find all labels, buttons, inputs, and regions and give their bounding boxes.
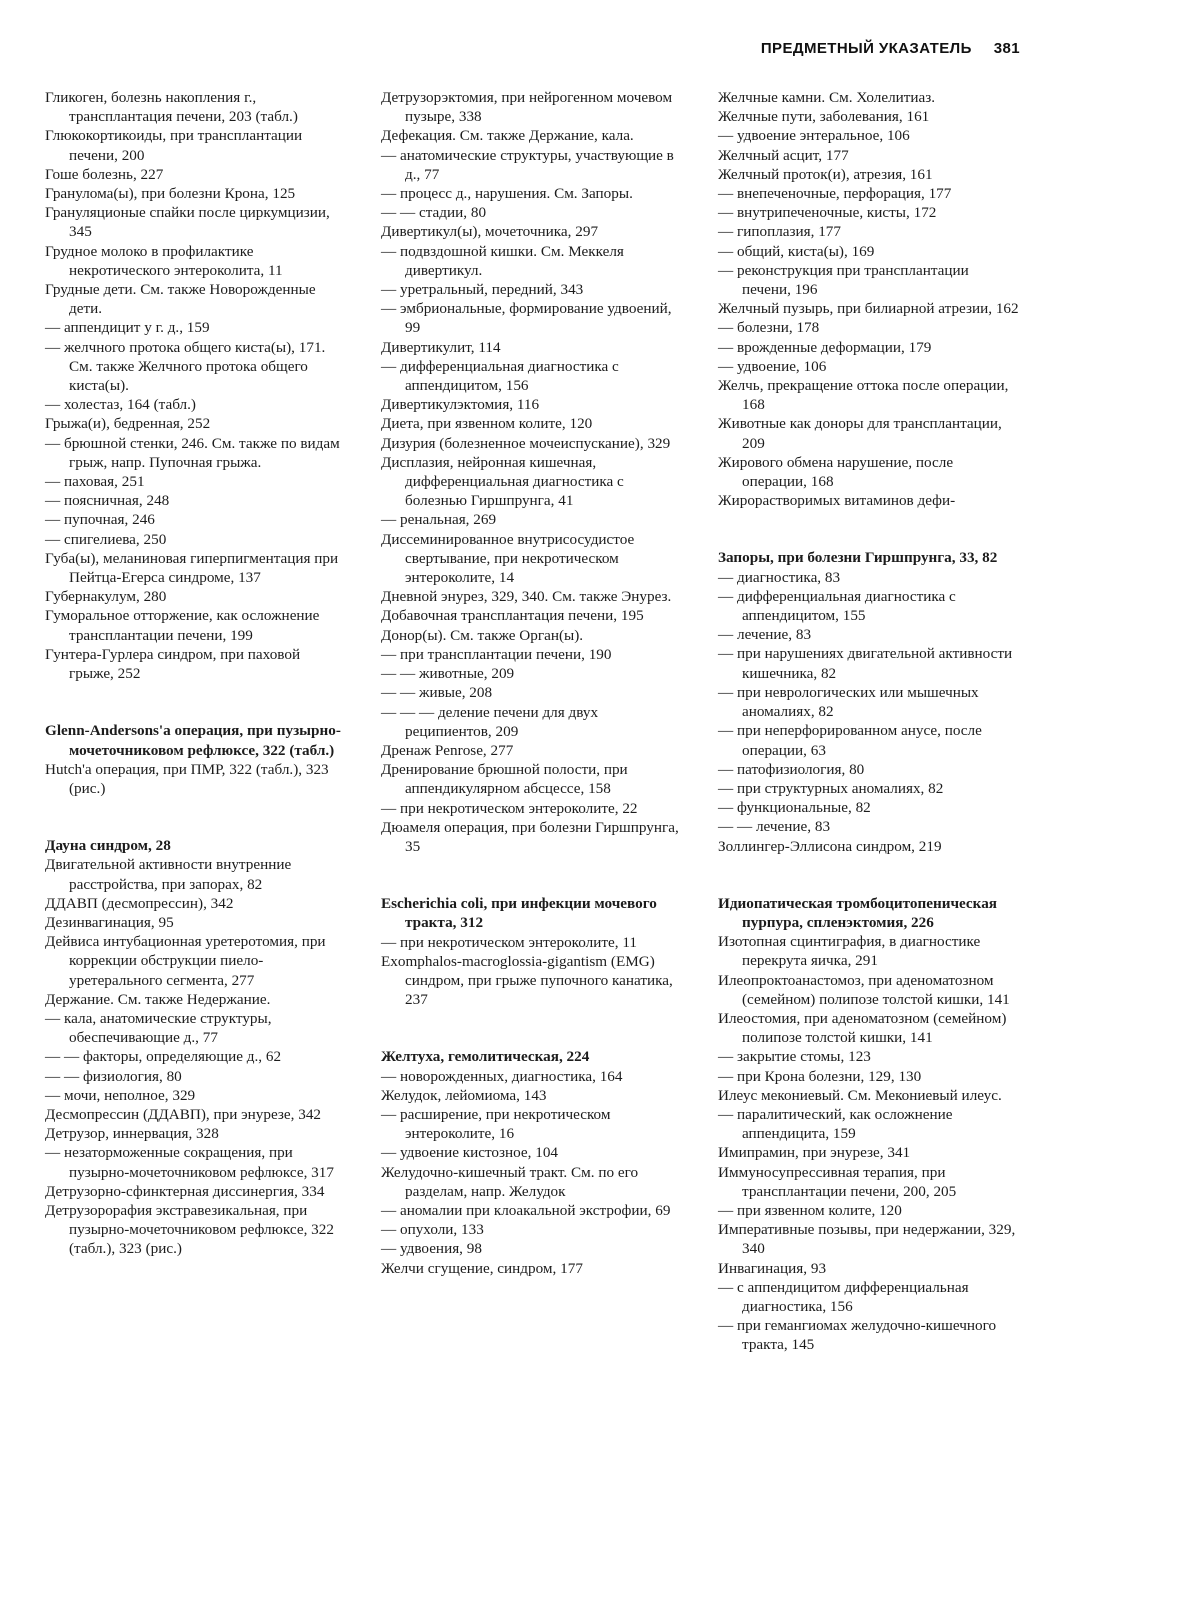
index-entry: Гуморальное отторжение, как осложнение трансплантации печени, 199 <box>45 607 320 644</box>
index-subentry: — — факторы, определяющие д., 62 <box>45 1048 282 1066</box>
index-entry: Илеопроктоанастомоз, при аденоматозном (семейном) полипозе толстой кишки, 141 <box>718 971 1010 1008</box>
index-entry: Желчный проток(и), атрезия, 161 <box>718 165 933 183</box>
index-subentry: — при трансплантации печени, 190 <box>381 645 612 663</box>
index-subentry: — расширение, при некротическом энтероколите, 16 <box>381 1105 611 1143</box>
index-entry: Детрузорэктомия, при нейрогенном мочевом пузыре, 338 <box>381 89 673 126</box>
page-number: 381 <box>993 40 1020 57</box>
index-entry: Донор(ы). См. также Орган(ы). <box>381 626 584 644</box>
index-subentry: — при некротическом энтероколите, 22 <box>381 799 638 817</box>
index-subentry: — — живые, 208 <box>381 684 493 702</box>
index-column-3 <box>718 88 1020 1355</box>
index-entry: Дисплазия, нейронная кишечная, дифференциальная диагностика с болезнью Гиршпрунга, 41 <box>381 453 624 510</box>
index-entry: Дизурия (болезненное мочеиспускание), 329 <box>381 434 671 452</box>
index-entry: Изотопная сцинтиграфия, в диагностике перекрута яичка, 291 <box>718 933 981 970</box>
index-subentry: — незаторможенные сокращения, при пузырно-мочеточниковом рефлюксе, 317 <box>45 1144 334 1181</box>
index-entry: Желудок, лейомиома, 143 <box>381 1086 547 1104</box>
index-subentry: — эмбриональные, формирование удвоений, 99 <box>381 300 672 337</box>
index-entry: Десмопрессин (ДДАВП), при энурезе, 342 <box>45 1105 322 1123</box>
index-subentry: — лечение, 83 <box>718 626 812 644</box>
index-subentry: — с аппендицитом дифференциальная диагностика, 156 <box>718 1278 969 1315</box>
index-entry: Дезинвагинация, 95 <box>45 913 174 931</box>
index-subentry: — удвоение кистозное, 104 <box>381 1144 559 1162</box>
index-entry: Дивертикулит, 114 <box>381 338 501 356</box>
index-entry: Жирорастворимых витаминов дефи- <box>718 492 956 510</box>
index-entry: Гликоген, болезнь накопления г., трансплантация печени, 203 (табл.) <box>45 89 298 126</box>
index-entry: Exomphalos-macroglossia-gigantism (EMG) синдром, при грыже пупочного канатика, 237 <box>381 952 673 1009</box>
index-entry: Двигательной активности внутренние расстройства, при запорах, 82 <box>45 856 292 893</box>
index-subentry: — дифференциальная диагностика с аппендицитом, 156 <box>381 357 619 395</box>
index-entry: Желчные пути, заболевания, 161 <box>718 108 930 126</box>
index-entry: Идиопатическая тромбоцитопеническая пурпура, спленэктомия, 226 <box>718 894 998 931</box>
index-subentry: — внутрипеченочные, кисты, 172 <box>718 204 937 222</box>
index-entry: Грудные дети. См. также Новорожденные дети. <box>45 281 316 318</box>
index-subentry: — процесс д., нарушения. См. Запоры. <box>381 185 633 203</box>
index-entry: Илеостомия, при аденоматозном (семейном) полипозе толстой кишки, 141 <box>718 1009 1007 1047</box>
index-subentry: — диагностика, 83 <box>718 568 841 586</box>
index-entry: Глюкокортикоиды, при трансплантации печени, 200 <box>45 127 303 164</box>
index-entry: Желчь, прекращение оттока после операции, 168 <box>718 377 1009 414</box>
index-entry: Желтуха, гемолитическая, 224 <box>381 1048 590 1066</box>
index-subentry: — мочи, неполное, 329 <box>45 1086 196 1104</box>
index-entry: Желудочно-кишечный тракт. См. по его разделам, напр. Желудок <box>381 1163 639 1200</box>
index-entry: Hutch'a операция, при ПМР, 322 (табл.), 323 (рис.) <box>45 760 329 797</box>
index-subentry: — — лечение, 83 <box>718 818 831 836</box>
index-entry: Дренирование брюшной полости, при аппендикулярном абсцессе, 158 <box>381 761 628 798</box>
index-subentry: — внепеченочные, перфорация, 177 <box>718 185 952 203</box>
index-subentry: — реконструкция при трансплантации печени, 196 <box>718 261 969 299</box>
index-subentry: — при некротическом энтероколите, 11 <box>381 933 637 951</box>
index-subentry: — удвоение энтеральное, 106 <box>718 127 910 145</box>
index-subentry: — ренальная, 269 <box>381 511 497 529</box>
index-subentry: — подвздошной кишки. См. Меккеля дивертикул. <box>381 242 624 279</box>
index-subentry: — при гемангиомах желудочно-кишечного тракта, 145 <box>718 1317 997 1354</box>
index-subentry: — желчного протока общего киста(ы), 171. См. также Желчного протока общего киста(ы). <box>45 338 326 395</box>
index-subentry: — поясничная, 248 <box>45 492 170 510</box>
index-subentry: — дифференциальная диагностика с аппендицитом, 155 <box>718 587 956 625</box>
index-subentry: — гипоплазия, 177 <box>718 223 841 241</box>
index-entry: Иммуносупрессивная терапия, при трансплантации печени, 200, 205 <box>718 1163 957 1200</box>
index-subentry: — при Крона болезни, 129, 130 <box>718 1067 922 1085</box>
index-subentry: — при неврологических или мышечных аномалиях, 82 <box>718 683 979 721</box>
index-subentry: — — животные, 209 <box>381 665 515 683</box>
index-entry: Дюамеля операция, при болезни Гиршпрунга, 35 <box>381 818 679 855</box>
index-entry: Гранулома(ы), при болезни Крона, 125 <box>45 185 296 203</box>
index-entry: Дауна синдром, 28 <box>45 837 171 855</box>
index-entry: Инвагинация, 93 <box>718 1259 827 1277</box>
index-subentry: — брюшной стенки, 246. См. также по видам грыж, напр. Пупочная грыжа. <box>45 434 340 471</box>
index-entry: Диета, при язвенном колите, 120 <box>381 415 593 433</box>
index-entry: Золлингер-Эллисона синдром, 219 <box>718 837 942 855</box>
index-subentry: — кала, анатомические структуры, обеспечивающие д., 77 <box>45 1009 272 1047</box>
index-subentry: — функциональные, 82 <box>718 799 871 817</box>
index-entry: Желчный пузырь, при билиарной атрезии, 162 <box>718 300 1019 318</box>
index-entry: Грудное молоко в профилактике некротического энтероколита, 11 <box>45 242 283 279</box>
index-subentry: — закрытие стомы, 123 <box>718 1048 871 1066</box>
index-subentry: — пупочная, 246 <box>45 511 155 529</box>
index-entry: Glenn-Andersons'a операция, при пузырно-мочеточниковом рефлюксе, 322 (табл.) <box>45 722 341 759</box>
index-entry: Escherichia coli, при инфекции мочевого тракта, 312 <box>381 895 657 932</box>
index-subentry: — — — деление печени для двух реципиентов, 209 <box>381 703 599 740</box>
index-entry: Дейвиса интубационная уретеротомия, при коррекции обструкции пиело-уретерального сегмента, 277 <box>45 933 326 989</box>
index-subentry: — патофизиология, 80 <box>718 760 865 778</box>
index-entry: Диссеминированное внутрисосудистое свертывание, при некротическом энтероколите, 14 <box>381 530 635 587</box>
index-subentry: — при нарушениях двигательной активности кишечника, 82 <box>718 645 1013 682</box>
index-entry: Грыжа(и), бедренная, 252 <box>45 415 211 433</box>
index-subentry: — — стадии, 80 <box>381 204 487 222</box>
index-entry: Держание. См. также Недержание. <box>45 990 271 1008</box>
index-subentry: — аномалии при клоакальной экстрофии, 69 <box>381 1201 671 1219</box>
index-subentry: — аппендицит у г. д., 159 <box>45 319 210 337</box>
index-entry: Детрузорно-сфинктерная диссинергия, 334 <box>45 1182 325 1200</box>
index-entry: Желчи сгущение, синдром, 177 <box>381 1259 583 1277</box>
index-entry: Дефекация. См. также Держание, кала. <box>381 127 634 145</box>
index-entry: Губернакулум, 280 <box>45 588 167 606</box>
index-entry: Губа(ы), меланиновая гиперпигментация при Пейтца-Егерса синдроме, 137 <box>45 549 339 587</box>
index-entry: Добавочная трансплантация печени, 195 <box>381 607 644 625</box>
index-subentry: — опухоли, 133 <box>381 1221 484 1239</box>
index-entry: Детрузорорафия экстравезикальная, при пузырно-мочеточниковом рефлюксе, 322 (табл.), 323 (рис.) <box>45 1201 334 1258</box>
index-entry: Илеус мекониевый. См. Мекониевый илеус. <box>718 1086 1002 1104</box>
index-entry: Дневной энурез, 329, 340. См. также Энурез. <box>381 588 672 606</box>
index-subentry: — врожденные деформации, 179 <box>718 338 932 356</box>
index-subentry: — анатомические структуры, участвующие в д., 77 <box>381 146 674 183</box>
index-entry: Дивертикулэктомия, 116 <box>381 396 540 414</box>
index-entry: Гоше болезнь, 227 <box>45 165 164 183</box>
index-entry: Гунтера-Гурлера синдром, при паховой грыже, 252 <box>45 645 301 683</box>
index-entry: Запоры, при болезни Гиршпрунга, 33, 82 <box>718 549 998 567</box>
index-column-2 <box>381 88 683 1278</box>
index-subentry: — — физиология, 80 <box>45 1067 182 1085</box>
index-entry: Дренаж Penrose, 277 <box>381 741 514 759</box>
index-subentry: — спигелиева, 250 <box>45 530 167 548</box>
index-entry: Жирового обмена нарушение, после операции, 168 <box>718 453 954 491</box>
index-entry: Императивные позывы, при недержании, 329, 340 <box>718 1221 1016 1258</box>
index-entry: Детрузор, иннервация, 328 <box>45 1125 219 1143</box>
index-subentry: — общий, киста(ы), 169 <box>718 242 875 260</box>
index-subentry: — паховая, 251 <box>45 473 145 491</box>
page-header <box>761 40 1020 57</box>
running-title: ПРЕДМЕТНЫЙ УКАЗАТЕЛЬ <box>760 40 972 57</box>
index-subentry: — болезни, 178 <box>718 319 820 337</box>
index-subentry: — удвоения, 98 <box>381 1240 482 1258</box>
index-subentry: — при язвенном колите, 120 <box>718 1201 902 1219</box>
index-entry: Желчный асцит, 177 <box>718 146 849 164</box>
index-subentry: — уретральный, передний, 343 <box>381 281 584 299</box>
index-entry: Животные как доноры для трансплантации, 209 <box>718 415 1002 452</box>
index-subentry: — при неперфорированном анусе, после операции, 63 <box>718 722 982 759</box>
index-subentry: — при структурных аномалиях, 82 <box>718 779 944 797</box>
index-entry: ДДАВП (десмопрессин), 342 <box>45 894 234 912</box>
index-subentry: — удвоение, 106 <box>718 357 827 375</box>
index-entry: Грануляционые спайки после циркумцизии, 345 <box>45 204 330 241</box>
index-column-1 <box>45 88 347 1259</box>
index-entry: Дивертикул(ы), мочеточника, 297 <box>381 223 599 241</box>
index-subentry: — новорожденных, диагностика, 164 <box>381 1067 623 1085</box>
index-entry: Имипрамин, при энурезе, 341 <box>718 1144 911 1162</box>
index-subentry: — холестаз, 164 (табл.) <box>45 396 196 414</box>
index-entry: Желчные камни. См. Холелитиаз. <box>718 89 936 106</box>
index-subentry: — паралитический, как осложнение аппендицита, 159 <box>718 1105 953 1143</box>
